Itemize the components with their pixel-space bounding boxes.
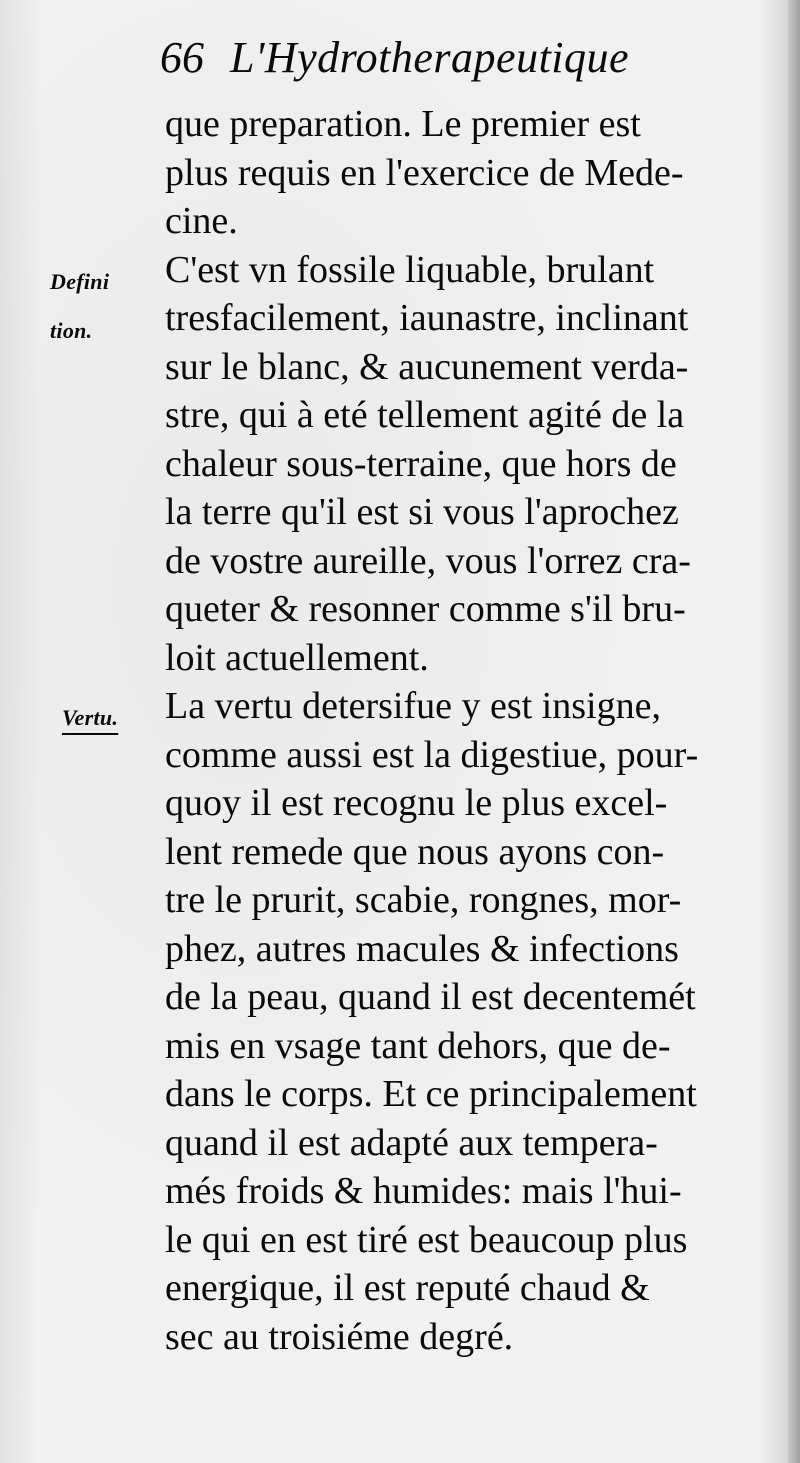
text-line: tresfacilement, iaunastre, inclinant	[165, 297, 689, 339]
page-edge-shadow	[788, 0, 800, 1463]
text-line: le qui en est tiré est beaucoup plus	[165, 1218, 688, 1261]
page-header	[160, 28, 720, 88]
text-line: de vostre aureille, vous l'orrez cra-	[165, 539, 691, 582]
text-line: dans le corps. Et ce principalement	[165, 1073, 697, 1115]
text-line: sur le blanc, & aucunement verda-	[165, 345, 689, 388]
text-line: lent remede que nous ayons con-	[165, 830, 665, 873]
text-line: la terre qu'il est si vous l'aprochez	[165, 491, 679, 533]
margin-note-vertu: Vertu.	[62, 705, 119, 730]
text-line: comme aussi est la digestiue, pour-	[165, 733, 699, 776]
margin-note-line: tion.	[50, 317, 93, 343]
text-line: phez, autres macules & infections	[165, 927, 679, 970]
text-line: quand il est adapté aux tempera-	[165, 1121, 658, 1164]
text-line: que preparation. Le premier est	[165, 103, 641, 145]
text-line: més froids & humides: mais l'hui-	[165, 1170, 682, 1212]
text-line: queter & resonner comme s'il bru-	[165, 588, 686, 630]
text-line: La vertu detersifue y est insigne,	[165, 685, 661, 727]
text-line: loit actuellement.	[165, 636, 429, 679]
text-line: C'est vn fossile liquable, brulant	[165, 248, 655, 291]
text-line: tre le prurit, scabie, rongnes, mor-	[165, 879, 682, 921]
text-line: plus requis en l'exercice de Mede-	[165, 151, 684, 194]
body-text	[165, 100, 760, 1361]
margin-note-definition	[50, 258, 109, 355]
text-line: mis en vsage tant dehors, que de-	[165, 1024, 671, 1067]
text-line: stre, qui à eté tellement agité de la	[165, 394, 685, 436]
margin-note-line: Defini	[50, 269, 110, 294]
text-line: de la peau, quand il est decentemét	[165, 976, 696, 1018]
text-line: cine.	[165, 200, 238, 242]
text-line: quoy il est recognu le plus excel-	[165, 782, 668, 824]
page-number: 66	[160, 33, 204, 82]
text-line: chaleur sous-terraine, que hors de	[165, 442, 677, 485]
text-line: sec au troisiéme degré.	[165, 1315, 514, 1358]
text-line: energique, il est reputé chaud &	[165, 1267, 650, 1309]
running-head: L'Hydrotherapeutique	[230, 33, 630, 82]
